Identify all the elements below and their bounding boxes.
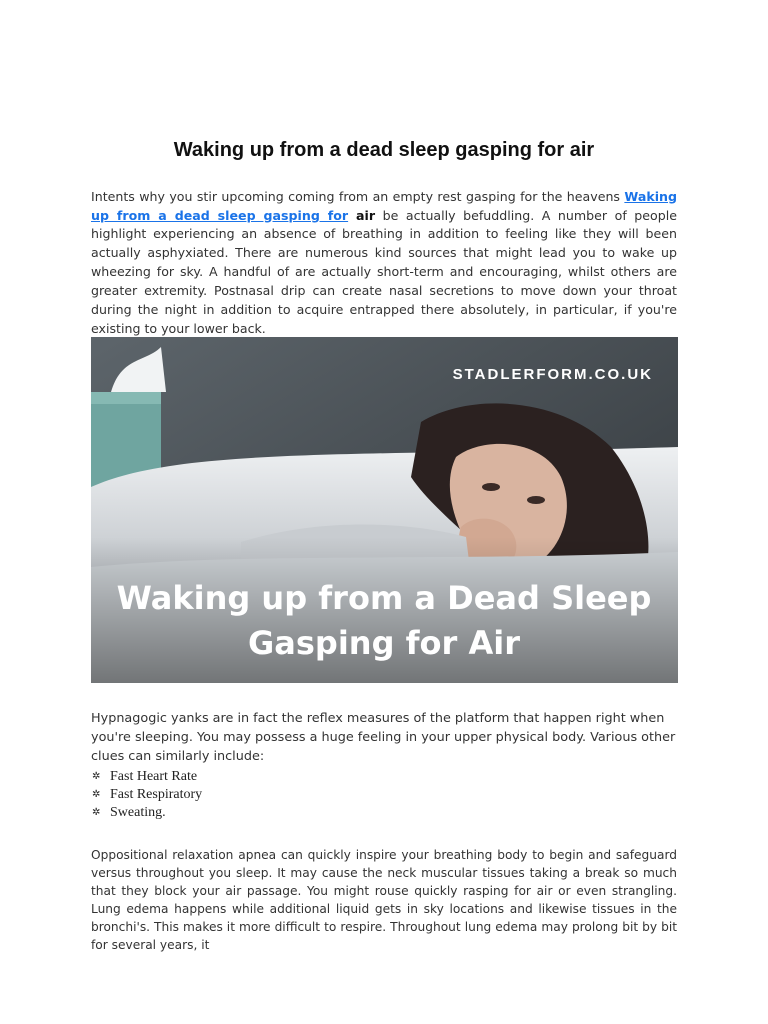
symptoms-list (92, 768, 202, 822)
hero-illustration (91, 337, 678, 683)
apnea-paragraph: Oppositional relaxation apnea can quickly inspire your breathing body to begin and safeguard versus throughout you sleep. It may cause the neck muscular tissues taking a break so much that they block your air passage. You might rouse quickly rasping for air or even strangling. Lung edema happens while additional liquid gets in sky locations and likewise tissues in the bronchi's. This makes it more difficult to respire. Throughout lung edema may prolong bit by bit for several years, it (91, 848, 677, 953)
intro-paragraph (91, 188, 677, 339)
list-item (92, 804, 202, 822)
eye-left-shape (482, 483, 500, 491)
page-title: Waking up from a dead sleep gasping for air (173, 139, 595, 162)
list-item (92, 768, 202, 786)
caption-line-2: Gasping for Air (248, 624, 520, 662)
list-item (92, 786, 202, 804)
caption-line-1: Waking up from a Dead Sleep (116, 579, 652, 617)
list-item-label: Fast Heart Rate (110, 769, 198, 784)
intro-bold-word: air (348, 207, 376, 223)
symptoms-intro-paragraph: Hypnagogic yanks are in fact the reflex measures of the platform that happen right when you're sleeping. You may possess a huge feeling in your upper physical body. Various other clues can similarly include: (91, 710, 676, 764)
list-item-label: Fast Respiratory (110, 787, 203, 802)
intro-text-start: Intents why you stir upcoming coming from an empty rest gasping for the heavens (91, 188, 625, 204)
bullet-icon: ✲ (92, 807, 101, 818)
bullet-icon: ✲ (92, 789, 101, 800)
bullet-icon: ✲ (92, 771, 101, 782)
watermark-text: STADLERFORM.CO.UK (452, 366, 653, 383)
hero-image (91, 337, 678, 683)
article-link[interactable]: Waking up from a dead sleep gasping for (91, 188, 677, 223)
eye-right-shape (527, 496, 545, 504)
intro-text-end: be actually befuddling. A number of people highlight experiencing an absence of breathing in addition to feeling like they will been actually asphyxiated. There are numerous kind sources that might lead you to wake up wheezing for sky. A handful of are actually short-term and encouraging, whilst others are greater extremity. Postnasal drip can create nasal secretions to move down your throat during the night in addition to acquire entrapped there absolutely, in particular, if you're existing to your lower back. (91, 207, 677, 336)
list-item-label: Sweating. (110, 805, 166, 820)
